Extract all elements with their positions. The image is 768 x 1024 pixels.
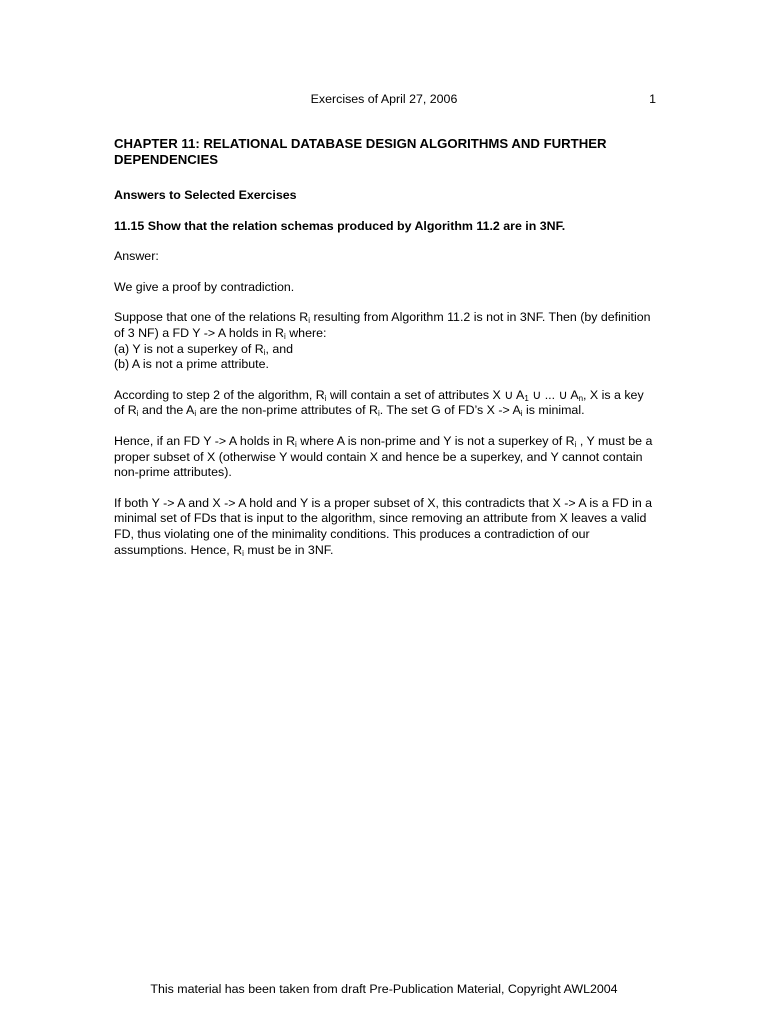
paragraph-text: are the non-prime attributes of R	[196, 403, 378, 418]
paragraph-text: must be in 3NF.	[243, 542, 334, 557]
subscript: n	[578, 393, 584, 403]
paragraph-text: Hence, if an FD Y -> A holds in R	[114, 433, 296, 448]
paragraph-text: , and	[265, 341, 294, 356]
paragraph-proper-subset	[114, 434, 654, 481]
paragraph-text: , Y must be a proper subset of X (otherwise Y would contain X and hence be a superkey, and Y cannot contain non-prime attributes).	[114, 433, 653, 480]
paragraph-text: If both Y -> A and X -> A hold and Y is a proper subset of X, this contradicts that X -> A is a FD in a minimal set of FDs that is input to the algorithm, since removing an attribute from X leaves a valid FD, thus violating one of the minimality conditions. This produces a contradiction of our assumptions. Hence, R	[114, 495, 653, 557]
subscript: i	[295, 439, 297, 449]
document-body	[114, 136, 654, 573]
paragraph-text: Suppose that one of the relations R	[114, 310, 309, 325]
subscript: i	[284, 331, 286, 341]
subscript: i	[242, 548, 244, 558]
paragraph-text: According to step 2 of the algorithm, R	[114, 387, 325, 402]
page-number: 1	[649, 92, 656, 106]
subscript: i	[194, 409, 197, 419]
paragraph-text: and the A	[138, 403, 195, 418]
subscript: i	[377, 409, 380, 419]
copyright-footer: This material has been taken from draft Pre-Publication Material, Copyright AWL2004	[150, 982, 618, 996]
paragraph-text: will contain a set of attributes X ∪ A	[326, 387, 525, 402]
subscript: i	[574, 439, 577, 449]
subscript: i	[263, 347, 266, 357]
paragraph-text: ∪ ... ∪ A	[528, 387, 579, 402]
paragraph-conclusion	[114, 496, 654, 558]
paragraph-text: where:	[285, 325, 327, 340]
paragraph-text: resulting from Algorithm 11.2 is not in 3NF. Then (by definition of 3 NF) a FD Y -> A holds in R	[114, 310, 651, 340]
paragraph-algorithm-step	[114, 388, 654, 419]
exercise-heading: 11.15 Show that the relation schemas produced by Algorithm 11.2 are in 3NF.	[114, 218, 566, 233]
condition-a	[114, 342, 293, 356]
document-header-title: Exercises of April 27, 2006	[310, 92, 458, 106]
paragraph-assumption	[114, 310, 654, 372]
paragraph-text: . The set G of FD’s X -> A	[379, 403, 521, 418]
answer-label: Answer:	[114, 249, 159, 264]
subscript: i	[324, 393, 327, 403]
section-heading: Answers to Selected Exercises	[114, 188, 297, 202]
condition-b: (b) A is not a prime attribute.	[114, 357, 269, 372]
subscript: i	[520, 409, 523, 419]
subscript: 1	[524, 393, 529, 403]
subscript: i	[136, 409, 139, 419]
proof-intro: We give a proof by contradiction.	[114, 279, 295, 294]
paragraph-text: , X is a key of R	[114, 387, 644, 418]
paragraph-text: (a) Y is not a superkey of R	[114, 341, 264, 356]
paragraph-text: is minimal.	[522, 403, 585, 418]
chapter-title: CHAPTER 11: RELATIONAL DATABASE DESIGN ALGORITHMS AND FURTHER DEPENDENCIES	[114, 136, 607, 167]
subscript: i	[308, 316, 311, 326]
paragraph-text: where A is non-prime and Y is not a superkey of R	[296, 433, 575, 448]
